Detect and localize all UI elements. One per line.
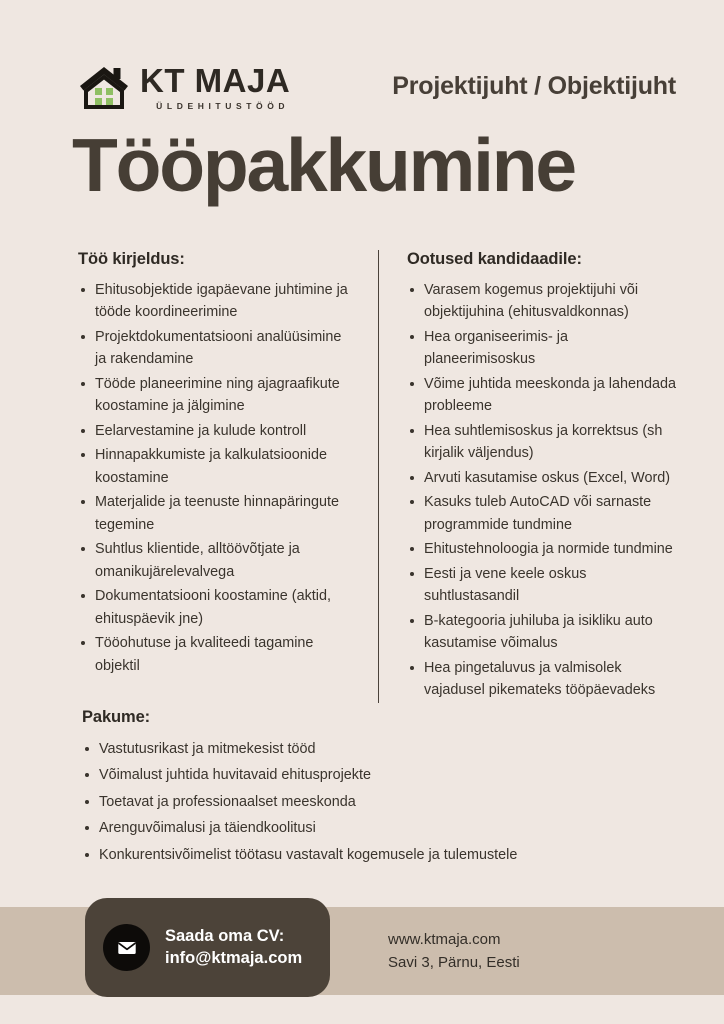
list-item: Toetavat ja professionaalset meeskonda (82, 791, 682, 813)
list-item: Hinnapakkumiste ja kalkulatsioonide koostamine (78, 444, 356, 489)
expectations-heading: Ootused kandidaadile: (407, 250, 582, 268)
website-url[interactable]: www.ktmaja.com (388, 931, 501, 948)
offer-heading: Pakume: (82, 708, 151, 726)
list-item: Võime juhtida meeskonda ja lahendada probleeme (407, 373, 678, 418)
role-title: Projektijuht / Objektijuht (392, 71, 676, 100)
list-item: Ehitusobjektide igapäevane juhtimine ja tööde koordineerimine (78, 279, 356, 324)
list-item: Projektdokumentatsiooni analüüsimine ja rakendamine (78, 326, 356, 371)
house-icon (78, 64, 130, 110)
send-cv-label: Saada oma CV: (165, 926, 285, 945)
list-item: Arvuti kasutamise oskus (Excel, Word) (407, 467, 678, 489)
offer-section (82, 708, 682, 870)
list-item: Hea organiseerimis- ja planeerimisoskus (407, 326, 678, 371)
brand-text (140, 62, 290, 111)
list-item: Ehitustehnoloogia ja normide tundmine (407, 538, 678, 560)
list-item: Tööohutuse ja kvaliteedi tagamine objektil (78, 632, 356, 677)
job-description-heading: Töö kirjeldus: (78, 250, 185, 268)
brand-tagline: ÜLDEHITUSTÖÖD (156, 100, 290, 111)
list-item: Materjalide ja teenuste hinnapäringute tegemine (78, 491, 356, 536)
offer-list (82, 738, 682, 866)
list-item: Vastutusrikast ja mitmekesist tööd (82, 738, 682, 760)
list-item: Hea pingetaluvus ja valmisolek vajadusel pikemateks tööpäevadeks (407, 657, 678, 702)
list-item: Arenguvõimalusi ja täiendkoolitusi (82, 817, 682, 839)
list-item: Hea suhtlemisoskus ja korrektsus (sh kirjalik väljendus) (407, 420, 678, 465)
send-cv-text (165, 926, 302, 970)
details-columns (78, 250, 678, 703)
list-item: Kasuks tuleb AutoCAD või sarnaste programmide tundmine (407, 491, 678, 536)
send-cv-card[interactable] (85, 898, 330, 997)
list-item: Tööde planeerimine ning ajagraafikute koostamine ja jälgimine (78, 373, 356, 418)
list-item: Suhtlus klientide, alltöövõtjate ja omanikujärelevalvega (78, 538, 356, 583)
job-description-section (78, 250, 378, 703)
envelope-icon (103, 924, 150, 971)
list-item: Eesti ja vene keele oskus suhtlustasandil (407, 563, 678, 608)
poster-header (78, 58, 676, 114)
list-item: Konkurentsivõimelist töötasu vastavalt kogemusele ja tulemustele (82, 844, 682, 866)
expectations-list (407, 279, 678, 701)
brand-name: KT MAJA (140, 61, 291, 99)
expectations-section (378, 250, 678, 703)
company-address: Savi 3, Pärnu, Eesti (388, 954, 520, 972)
list-item: Dokumentatsiooni koostamine (aktid, ehituspäevik jne) (78, 585, 356, 630)
contact-info (388, 928, 520, 975)
list-item: Võimalust juhtida huvitavaid ehitusprojekte (82, 764, 682, 786)
job-description-list (78, 279, 356, 677)
list-item: B-kategooria juhiluba ja isikliku auto kasutamise võimalus (407, 610, 678, 655)
list-item: Eelarvestamine ja kulude kontroll (78, 420, 356, 442)
brand-lockup (78, 62, 290, 111)
send-cv-email[interactable]: info@ktmaja.com (165, 948, 303, 967)
list-item: Varasem kogemus projektijuhi või objektijuhina (ehitusvaldkonnas) (407, 279, 678, 324)
page-title: Tööpakkumine (72, 123, 575, 207)
